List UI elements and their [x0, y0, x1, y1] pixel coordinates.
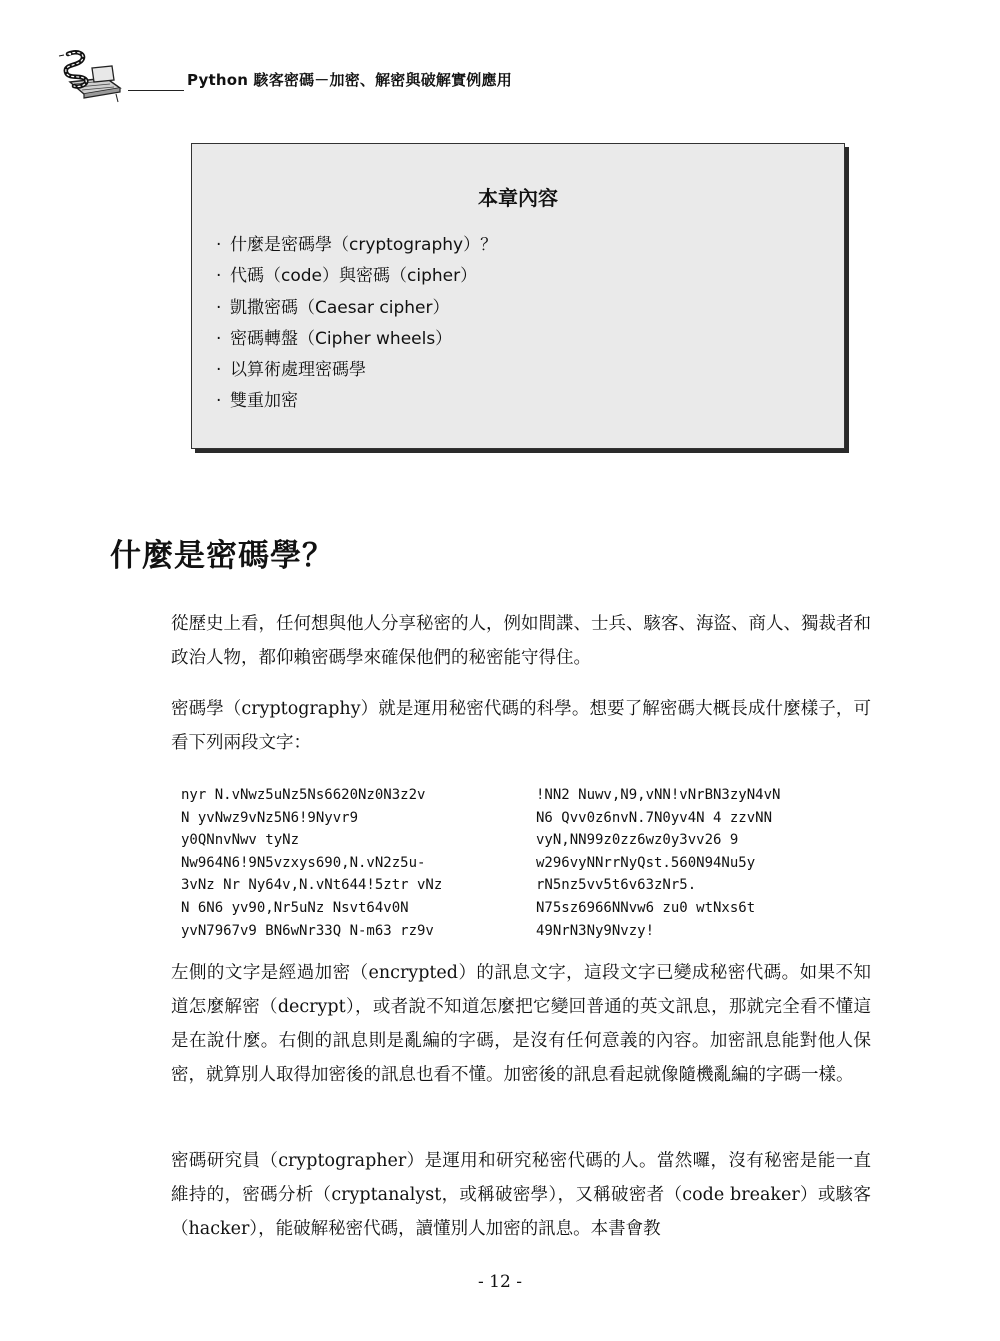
toc-item: · 密碼轉盤（Cipher wheels） — [216, 328, 453, 349]
header-title: Python 駭客密碼－加密、解密與破解實例應用 — [187, 71, 512, 89]
cipher-line: 49NrN3Ny9Nvzy! — [536, 922, 655, 939]
cipher-line: nyr N.vNwz5uNz5Ns6620Nz0N3z2v — [181, 787, 426, 803]
cipher-line: Nw964N6!9N5vzxys690,N.vN2z5u- — [181, 854, 426, 871]
toc-item: · 雙重加密 — [216, 391, 298, 412]
cipher-line: y0QNnvNwv tyNz — [181, 832, 300, 849]
toc-item: · 什麼是密碼學（cryptography）？ — [216, 235, 498, 255]
cipher-line: N yvNwz9vNz5N6!9Nyvr9 — [181, 809, 359, 826]
body-paragraph: 密碼研究員（cryptographer）是運用和研究秘密代碼的人。當然囉，沒有秘密是能一直維持的，密碼分析（cryptanalyst，或稱破密學），又稱破密者（code breaker）或駭客（hacker），能破解秘密代碼，讀懂別人加密的訊息。本書會教 — [171, 1151, 871, 1239]
cipher-line: N 6N6 yv90,Nr5uNz Nsvt64v0N — [181, 899, 409, 916]
toc-item: · 代碼（code）與密碼（cipher） — [216, 266, 478, 287]
chapter-contents-box — [191, 143, 845, 449]
header-rule — [128, 90, 184, 91]
body-paragraph: 密碼學（cryptography）就是運用秘密代碼的科學。想要了解密碼大概長成什麼樣子，可看下列兩段文字： — [171, 699, 871, 753]
chapter-contents-list — [216, 230, 497, 418]
encrypted-text-column — [181, 784, 442, 942]
toc-item: · 凱撒密碼（Caesar cipher） — [216, 297, 450, 318]
running-header — [56, 42, 956, 112]
page-number: - 12 - — [478, 1272, 522, 1292]
section-title: 什麼是密碼學？ — [110, 538, 334, 574]
toc-item: · 以算術處理密碼學 — [216, 360, 366, 381]
cipher-line: rN5nz5vv5t6v63zNr5. — [536, 877, 697, 894]
random-text-column — [536, 784, 780, 942]
cipher-line: 3vNz Nr Ny64v,N.vNt644!5ztr vNz — [181, 877, 443, 894]
body-paragraph: 從歷史上看，任何想與他人分享秘密的人，例如間諜、士兵、駭客、海盜、商人、獨裁者和政治人物，都仰賴密碼學來確保他們的秘密能守得住。 — [171, 614, 871, 668]
cipher-line: !NN2 Nuwv,N9,vNN!vNrBN3zyN4vN — [536, 787, 781, 803]
cipher-line: w296vyNNrrNyQst.560N94Nu5y — [536, 854, 756, 871]
body-paragraph: 左側的文字是經過加密（encrypted）的訊息文字，這段文字已變成秘密代碼。如果不知道怎麼解密（decrypt），或者說不知道怎麼把它變回普通的英文訊息，那就完全看不懂這是在說什麼。右側的訊息則是亂編的字碼，是沒有任何意義的內容。加密訊息能對他人保密，就算別人取得加密後的訊息也看不懂。加密後的訊息看起就像隨機亂編的字碼一樣。 — [171, 963, 871, 1085]
cipher-line: yvN7967v9 BN6wNr33Q N-m63 rz9v — [181, 922, 434, 939]
snake-on-computer-logo-icon — [56, 48, 132, 106]
cipher-line: N6 Qvv0z6nvN.7N0yv4N 4 zzvNN — [536, 809, 773, 826]
cipher-line: vyN,NN99z0zz6wz0y3vv26 9 — [536, 832, 739, 849]
cipher-line: N75sz6966NNvw6 zu0 wtNxs6t — [536, 899, 756, 916]
chapter-contents-heading: 本章內容 — [478, 186, 558, 210]
